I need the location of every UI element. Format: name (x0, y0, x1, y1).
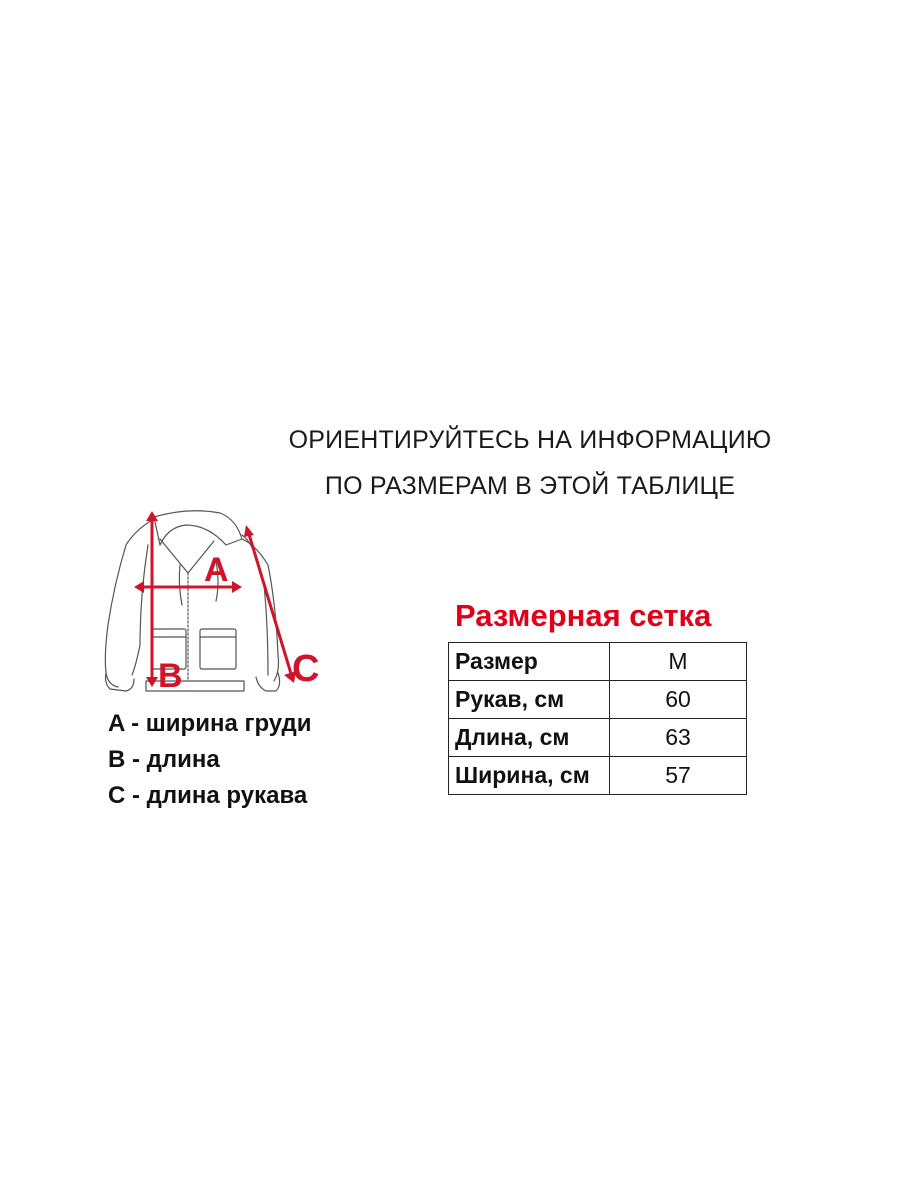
row-label-width: Ширина, см (449, 757, 610, 795)
size-chart-table (448, 642, 747, 795)
row-value-size: M (610, 643, 747, 681)
size-chart-title: Размерная сетка (455, 598, 712, 633)
table-row (449, 643, 747, 681)
row-label-size: Размер (449, 643, 610, 681)
arrow-c-sleeve-length (248, 531, 292, 677)
measurement-legend (108, 706, 312, 814)
jacket-measurement-sketch (96, 505, 336, 705)
row-label-sleeve: Рукав, см (449, 681, 610, 719)
label-c: C (292, 648, 320, 690)
label-a: A (204, 551, 229, 589)
heading-line-1: ОРИЕНТИРУЙТЕСЬ НА ИНФОРМАЦИЮ (288, 426, 772, 454)
jacket-outline (105, 511, 279, 691)
table-row (449, 681, 747, 719)
row-value-sleeve: 60 (610, 681, 747, 719)
row-value-length: 63 (610, 719, 747, 757)
legend-item-b: B - длина (108, 746, 220, 773)
legend-item-c: C - длина рукава (108, 782, 308, 809)
heading-line-2: ПО РАЗМЕРАМ В ЭТОЙ ТАБЛИЦЕ (324, 472, 736, 500)
table-row (449, 757, 747, 795)
row-value-width: 57 (610, 757, 747, 795)
table-row (449, 719, 747, 757)
legend-item-a: A - ширина груди (108, 710, 312, 737)
label-b: B (158, 657, 183, 695)
row-label-length: Длина, см (449, 719, 610, 757)
